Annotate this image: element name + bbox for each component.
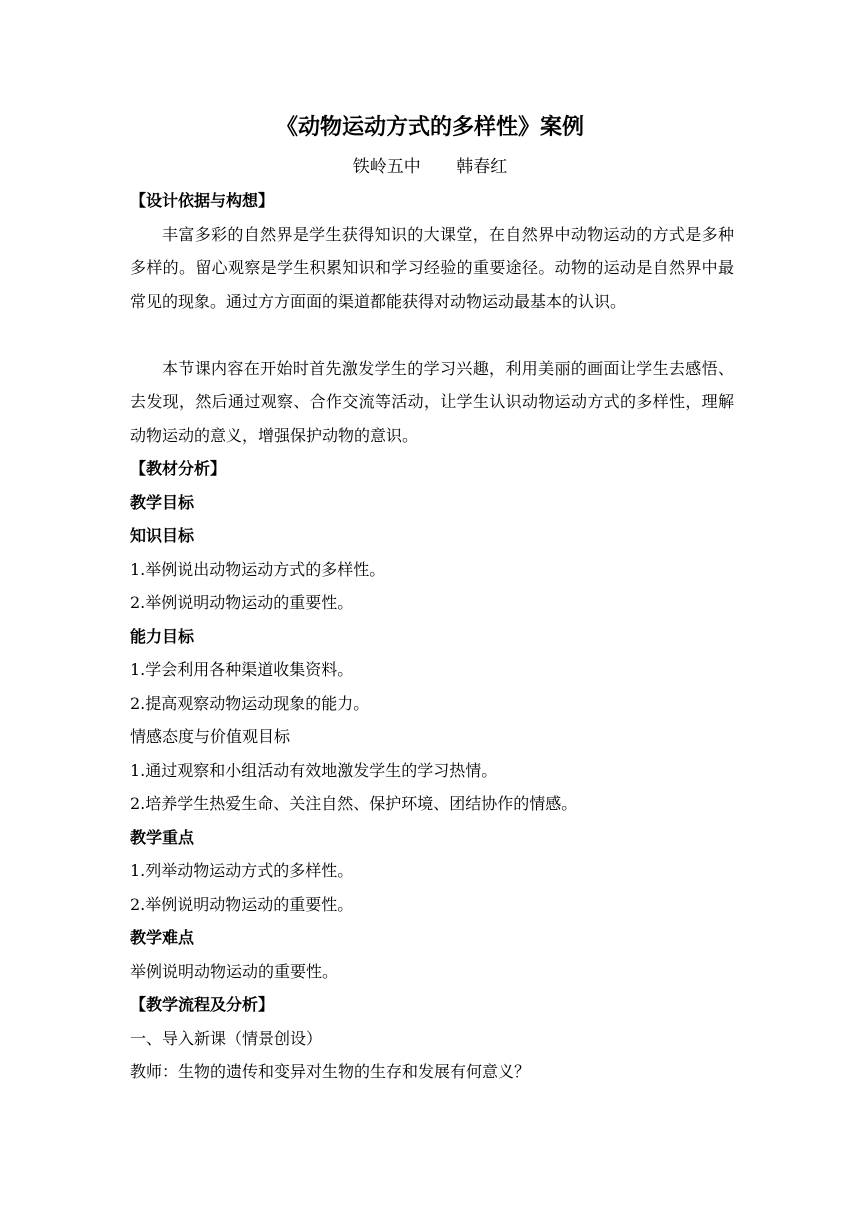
subheading-intro: 一、导入新课（情景创设） — [130, 1028, 323, 1048]
difficulty-text: 举例说明动物运动的重要性。 — [130, 961, 339, 981]
subheading-emotion-goals: 情感态度与价值观目标 — [130, 727, 291, 746]
list-item-key-1: 1.列举动物运动方式的多样性。 — [130, 861, 354, 880]
document-title: 《动物运动方式的多样性》案例 — [275, 114, 584, 140]
author-line — [0, 154, 860, 180]
paragraph-spacer — [130, 318, 734, 352]
list-item-emotion-2: 2.培养学生热爱生命、关注自然、保护环境、团结协作的情感。 — [130, 794, 578, 813]
subheading-knowledge-goals: 知识目标 — [130, 526, 195, 545]
section-heading-design: 【设计依据与构想】 — [130, 191, 275, 210]
author-school: 铁岭五中 — [352, 157, 421, 177]
subheading-difficulties: 教学难点 — [130, 928, 195, 947]
author-name: 韩春红 — [456, 157, 508, 177]
paragraph-design-1: 丰富多彩的自然界是学生获得知识的大课堂，在自然界中动物运动的方式是多种多样的。留心观察是学生积累知识和学习经验的重要途径。动物的运动是自然界中最常见的现象。通过方方面面的渠道都能获得对动物运动最基本的认识。 — [130, 224, 734, 311]
list-item-key-2: 2.举例说明动物运动的重要性。 — [130, 894, 354, 914]
teacher-question: 教师：生物的遗传和变异对生物的生存和发展有何意义？ — [130, 1062, 531, 1081]
subheading-key-points: 教学重点 — [130, 827, 195, 847]
list-item-knowledge-1: 1.举例说出动物运动方式的多样性。 — [130, 559, 386, 579]
subheading-teaching-goals: 教学目标 — [130, 492, 195, 512]
list-item-ability-2: 2.提高观察动物运动现象的能力。 — [130, 693, 370, 713]
paragraph-design-2: 本节课内容在开始时首先激发学生的学习兴趣，利用美丽的画面让学生去感悟、去发现，然后通过观察、合作交流等活动，让学生认识动物运动方式的多样性，理解动物运动的意义，增强保护动物的意识。 — [130, 358, 734, 445]
subheading-ability-goals: 能力目标 — [130, 626, 195, 646]
section-heading-process: 【教学流程及分析】 — [130, 995, 275, 1014]
list-item-emotion-1: 1.通过观察和小组活动有效地激发学生的学习热情。 — [130, 760, 498, 780]
list-item-ability-1: 1.学会利用各种渠道收集资料。 — [130, 660, 354, 679]
list-item-knowledge-2: 2.举例说明动物运动的重要性。 — [130, 593, 354, 612]
document-body — [130, 184, 734, 1089]
section-heading-analysis: 【教材分析】 — [130, 459, 227, 478]
